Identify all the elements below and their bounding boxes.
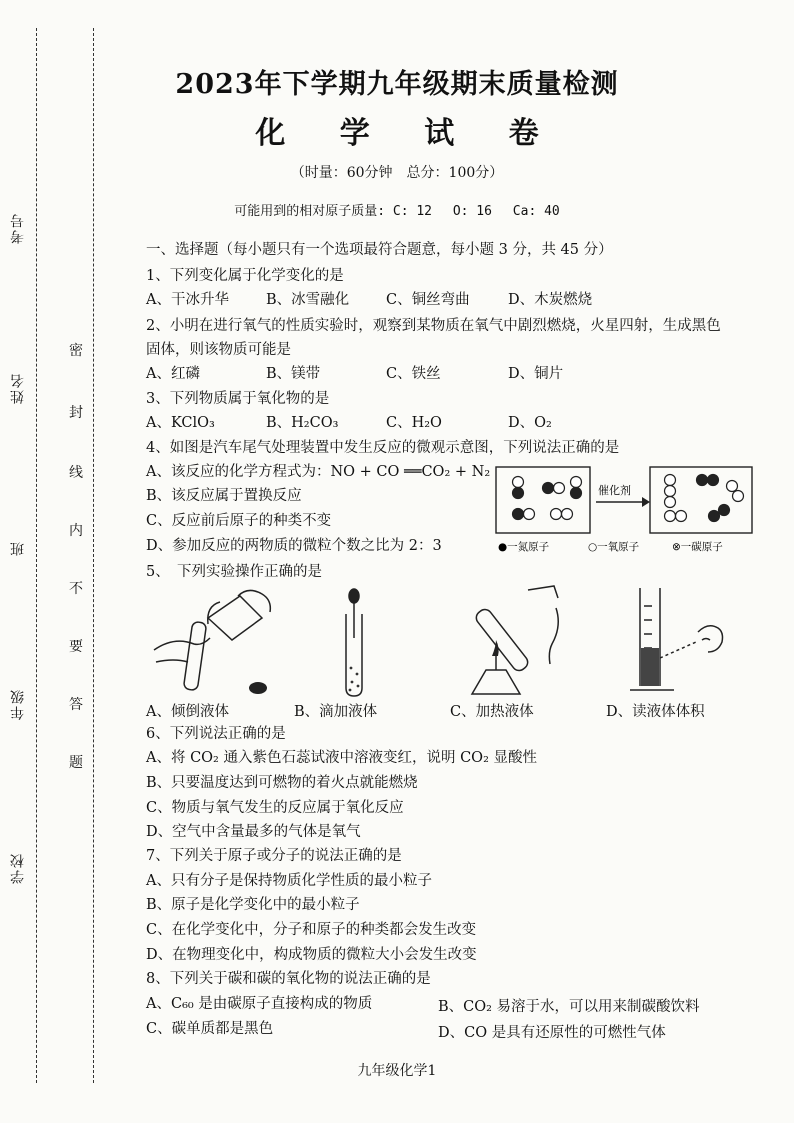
drop-liquid-illustration: [330, 588, 390, 698]
q8-option-d: D、CO 是具有还原性的可燃性气体: [438, 1025, 666, 1041]
atomic-mass: 可能用到的相对原子质量: C: 12 O: 16 Ca: 40: [234, 204, 560, 219]
q4-option-a: A、该反应的化学方程式为：NO + CO ══CO₂ + N₂: [146, 464, 491, 480]
reaction-diagram: [492, 464, 760, 556]
q2-stem-line1: 2、小明在进行氧气的性质实验时，观察到某物质在氧气中剧烈燃烧，火星四射，生成黑色: [146, 318, 721, 334]
margin-label-school: 学校: [10, 852, 26, 884]
seal-char: 题: [69, 755, 83, 771]
exam-title: 2023年下学期九年级期末质量检测: [175, 69, 619, 100]
page-footer: 九年级化学1: [357, 1063, 437, 1079]
q6-option-c: C、物质与氧气发生的反应属于氧化反应: [146, 800, 404, 816]
q3-option-c: C、H₂O: [386, 415, 442, 431]
q4-option-d: D、参加反应的两物质的微粒个数之比为 2：3: [146, 538, 442, 554]
legend-oxygen: ○一氧原子: [588, 541, 640, 553]
seal-char: 内: [69, 523, 83, 539]
q5-option-c: C、加热液体: [450, 704, 534, 720]
q2-option-d: D、铜片: [508, 366, 564, 382]
seal-char: 封: [69, 405, 83, 421]
seal-char: 不: [69, 581, 83, 597]
q6-option-b: B、只要温度达到可燃物的着火点就能燃烧: [146, 775, 418, 791]
q8-stem: 8、下列关于碳和碳的氧化物的说法正确的是: [146, 971, 431, 987]
q5-option-a: A、倾倒液体: [146, 704, 229, 720]
heat-liquid-illustration: [458, 584, 578, 702]
q2-stem-line2: 固体，则该物质可能是: [146, 342, 291, 358]
q8-option-c: C、碳单质都是黑色: [146, 1021, 274, 1037]
time-score: （时量：60分钟 总分：100分）: [290, 165, 504, 181]
legend-nitrogen: ●一氮原子: [498, 541, 550, 553]
q7-option-a: A、只有分子是保持物质化学性质的最小粒子: [146, 873, 432, 889]
read-volume-illustration: [616, 586, 736, 698]
q3-stem: 3、下列物质属于氧化物的是: [146, 391, 330, 407]
q4-stem: 4、如图是汽车尾气处理装置中发生反应的微观示意图，下列说法正确的是: [146, 440, 620, 456]
q7-stem: 7、下列关于原子或分子的说法正确的是: [146, 848, 402, 864]
q2-option-c: C、铁丝: [386, 366, 441, 382]
q8-option-a: A、C₆₀ 是由碳原子直接构成的物质: [146, 996, 373, 1012]
q1-option-d: D、木炭燃烧: [508, 292, 593, 308]
subject-title: 化 学 试 卷: [255, 116, 561, 151]
q1-option-b: B、冰雪融化: [266, 292, 350, 308]
seal-char: 线: [69, 465, 83, 481]
q3-option-b: B、H₂CO₃: [266, 415, 339, 431]
q2-option-b: B、镁带: [266, 366, 321, 382]
q6-option-d: D、空气中含量最多的气体是氧气: [146, 824, 361, 840]
q5-option-b: B、滴加液体: [294, 704, 378, 720]
pour-liquid-illustration: [150, 588, 280, 696]
seal-char: 密: [69, 343, 83, 359]
q3-option-d: D、O₂: [508, 415, 552, 431]
margin-label-class: 班: [10, 540, 26, 556]
margin-dash-line-inner: [93, 28, 94, 1083]
q2-option-a: A、红磷: [146, 366, 200, 382]
seal-char: 要: [69, 639, 83, 655]
section-heading: 一、选择题（每小题只有一个选项最符合题意，每小题 3 分，共 45 分）: [146, 242, 613, 258]
q6-stem: 6、下列说法正确的是: [146, 726, 286, 742]
margin-label-grade: 年级: [10, 688, 26, 720]
q5-stem: 5、 下列实验操作正确的是: [146, 564, 322, 580]
q7-option-b: B、原子是化学变化中的最小粒子: [146, 897, 360, 913]
q4-option-c: C、反应前后原子的种类不变: [146, 513, 332, 529]
q4-option-b: B、该反应属于置换反应: [146, 488, 302, 504]
q5-option-d: D、读液体体积: [606, 704, 705, 720]
q3-option-a: A、KClO₃: [146, 415, 215, 431]
legend-carbon: ⊗一碳原子: [672, 541, 723, 553]
q7-option-c: C、在化学变化中，分子和原子的种类都会发生改变: [146, 922, 477, 938]
margin-label-name: 姓名: [10, 372, 26, 404]
q1-option-c: C、铜丝弯曲: [386, 292, 470, 308]
seal-char: 答: [69, 697, 83, 713]
q6-option-a: A、将 CO₂ 通入紫色石蕊试液中溶液变红，说明 CO₂ 显酸性: [146, 750, 537, 766]
q1-stem: 1、下列变化属于化学变化的是: [146, 268, 344, 284]
margin-label-exam-number: 考号: [10, 212, 26, 244]
margin-dash-line-outer: [36, 28, 37, 1083]
q7-option-d: D、在物理变化中，构成物质的微粒大小会发生改变: [146, 947, 477, 963]
catalyst-label: 催化剂: [598, 484, 631, 497]
q1-option-a: A、干冰升华: [146, 292, 229, 308]
q8-option-b: B、CO₂ 易溶于水，可以用来制碳酸饮料: [438, 999, 700, 1015]
